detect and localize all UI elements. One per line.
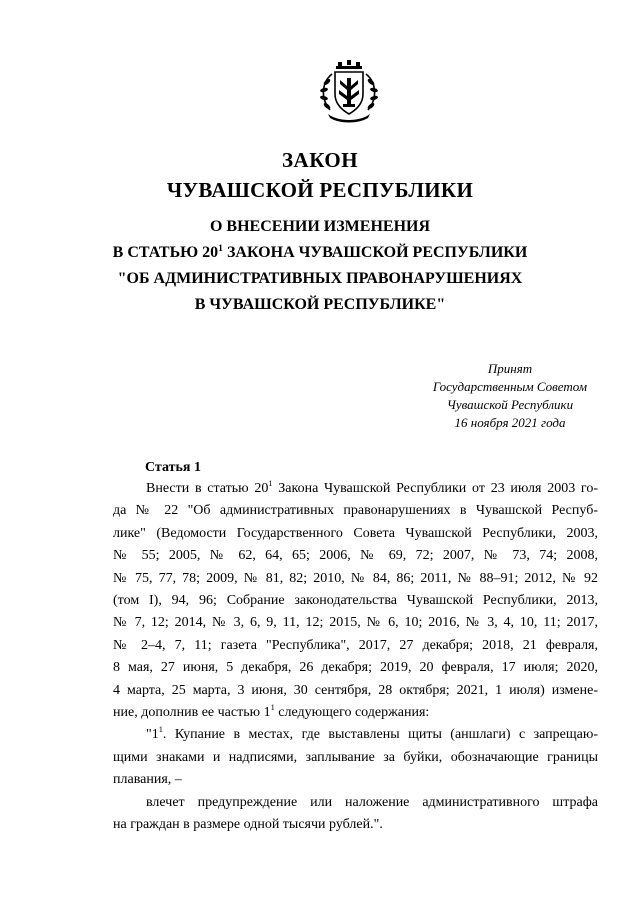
paragraph-line xyxy=(113,724,598,746)
superscript: 1 xyxy=(158,725,163,735)
chuvash-coat-of-arms-icon xyxy=(316,60,382,124)
subtitle-line-2 xyxy=(0,240,640,266)
paragraph-line: лике" (Ведомости Государственного Совета Чувашской Республики, 2003, xyxy=(113,525,598,541)
adoption-date: 16 ноября 2021 года xyxy=(454,415,566,430)
text-run: следующего содержания: xyxy=(274,705,430,721)
paragraph-line: № 55; 2005, № 62, 64, 65; 2006, № 69, 72; 2007, № 73, 74; 2008, xyxy=(113,548,598,564)
article-body xyxy=(113,478,598,837)
paragraph-line: (том I), 94, 96; Собрание законодательства Чувашской Республики, 2013, xyxy=(113,593,598,609)
text-run: ние, дополнив ее частью 1 xyxy=(113,705,271,721)
adoption-line-3: Чувашской Республики xyxy=(446,397,574,412)
text-run: Закона Чувашской Республики от 23 июля 2003 го- xyxy=(272,481,598,496)
subtitle-line-2-text: В СТАТЬЮ 20 xyxy=(112,244,219,261)
paragraph-line: 4 марта, 25 марта, 3 июня, 30 сентября, 28 октября; 2021, 1 июля) измене- xyxy=(113,682,598,698)
paragraph-line: да № 22 "Об административных правонарушениях в Чувашской Респуб- xyxy=(113,503,598,519)
paragraph-line: на граждан в размере одной тысячи рублей.". xyxy=(113,817,383,833)
paragraph-line xyxy=(113,478,598,500)
paragraph-line xyxy=(113,702,598,724)
text-run: Внести в статью 20 xyxy=(146,481,269,496)
paragraph-line: № 7, 12; 2014, № 3, 6, 9, 11, 12; 2015, № 6, 10; 2016, № 3, 4, 10, 11; 2017, xyxy=(113,615,598,631)
paragraph-line: щими знаками и надписями, заплывание за буйки, обозначающие границы xyxy=(113,749,598,765)
document-title-republic: ЧУВАШСКОЙ РЕСПУБЛИКИ xyxy=(166,178,474,202)
subtitle-line-4: В ЧУВАШСКОЙ РЕСПУБЛИКЕ" xyxy=(194,296,446,313)
superscript: 1 xyxy=(270,703,275,713)
text-run: "1 xyxy=(146,727,159,743)
adoption-line-1: Принят xyxy=(487,361,533,376)
text-run: . Купание в местах, где выставлены щиты (аншлаги) с запрещаю- xyxy=(162,727,598,743)
article-heading: Статья 1 xyxy=(145,460,201,475)
paragraph-line: № 2–4, 7, 11; газета "Республика", 2017, 27 декабря; 2018, 21 февраля, xyxy=(113,637,598,653)
superscript: 1 xyxy=(218,243,223,254)
paragraph-line: плавания, – xyxy=(113,772,182,788)
subtitle-line-2-text-cont: ЗАКОНА ЧУВАШСКОЙ РЕСПУБЛИКИ xyxy=(222,244,528,261)
subtitle-line-3: "ОБ АДМИНИСТРАТИВНЫХ ПРАВОНАРУШЕНИЯХ xyxy=(117,270,523,287)
adoption-note xyxy=(410,360,610,432)
subtitle-line-1: О ВНЕСЕНИИ ИЗМЕНЕНИЯ xyxy=(209,218,431,235)
paragraph-line: № 75, 77, 78; 2009, № 81, 82; 2010, № 84, 86; 2011, № 88–91; 2012, № 92 xyxy=(113,570,598,586)
paragraph-line: влечет предупреждение или наложение административного штрафа xyxy=(146,794,598,810)
document-title: ЗАКОН xyxy=(281,148,359,172)
paragraph-line: 8 мая, 27 июня, 5 декабря, 26 декабря; 2019, 20 февраля, 17 июля; 2020, xyxy=(113,660,598,676)
superscript: 1 xyxy=(268,479,273,488)
adoption-line-2: Государственным Советом xyxy=(432,379,588,394)
